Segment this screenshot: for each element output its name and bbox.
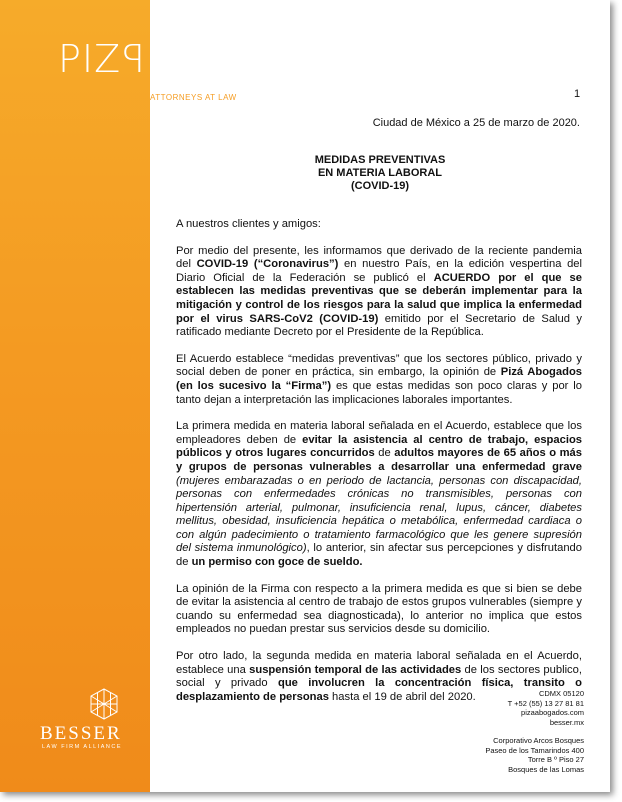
footer-contact: CDMX 05120 T +52 (55) 13 27 81 81 pizaabogados.com besser.mx (507, 689, 584, 727)
paragraph-1: Por medio del presente, les informamos que derivado de la reciente pandemia del COVID-19 (“Coronavirus”) en nuestro País, en la edición vespertina del Diario Oficial de la Federación se publicó el ACUERDO por el que se establecen las medidas preventivas que se deberán implementar para la mitigación y control de los riesgos para la salud que implica la enfermedad por el virus SARS-CoV2 (COVID-19) emitido por el Secretario de Salud y ratificado mediante Decreto por el Presidente de la República. (176, 244, 583, 339)
page-number: 1 (574, 88, 581, 100)
date-line: Ciudad de México a 25 de marzo de 2020. (372, 117, 580, 129)
besser-link[interactable]: besser.mx (549, 717, 584, 727)
document-title: MEDIDAS PREVENTIVAS EN MATERIA LABORAL (COVID-19) (314, 154, 446, 192)
paragraph-5: Por otro lado, la segunda medida en materia laboral señalada en el Acuerdo, establece una suspensión temporal de las actividades de los sectores publico, social y privado que involucren la concentración física, transito o desplazamiento de personas hasta el 19 de abril del 2020. (176, 650, 582, 703)
website-link[interactable]: pizaabogados.com (521, 708, 584, 717)
besser-cube-icon (90, 688, 118, 720)
paragraph-2: El Acuerdo establece “medidas preventivas” que los sectores público, privado y social deben de poner en práctica, sin embargo, la opinión de Pizá Abogados (en los sucesivo la “Firma”) es que estas medidas son poco claras y por lo tanto dejan a interpretación las implicaciones laborales importantes. (176, 352, 582, 406)
paragraph-3: La primera medida en materia laboral señalada en el Acuerdo, establece que los empleadores deben de evitar la asistencia al centro de trabajo, espacios públicos y otros lugares concurridos de adultos mayores de 65 años o más y grupos de personas vulnerables a desarrollar una enfermedad grave (mujeres embarazadas o en periodo de lactancia, personas con discapacidad, personas con enfermedades crónicas no transmisibles, personas con hipertensión arterial, pulmonar, insuficiencia renal, lupus, cáncer, diabetes mellitus, obesidad, insuficiencia hepática o metabólica, enfermedad cardiaca o con algún padecimiento o tratamiento farmacológico que les genere supresión del sistema inmunológico), lo anterior, sin afectar sus percepciones y disfrutando de un permiso con goce de sueldo. (176, 420, 583, 569)
besser-logo: BESSER (40, 723, 122, 744)
paragraph-4: La opinión de la Firma con respecto a la primera medida es que si bien se debe de evitar la asistencia al centro de trabajo de estos grupos vulnerables (siempre y cuando su enfermedad sea diagnosticada), lo anterior no implica que estos empleados no puedan prestar sus servicios desde su domicilio. (176, 582, 582, 636)
besser-tagline: LAW FIRM ALLIANCE (42, 744, 123, 750)
orange-side-band (0, 0, 150, 792)
piza-logo: PIZZIP (58, 37, 185, 81)
salutation: A nuestros clientes y amigos: (176, 218, 321, 230)
footer-address: Corporativo Arcos Bosques Paseo de los Tamarindos 400 Torre B º Piso 27 Bosques de las Lomas (485, 736, 584, 774)
logo-subtitle: ATTORNEYS AT LAW (150, 93, 237, 102)
letter-body (176, 218, 582, 717)
